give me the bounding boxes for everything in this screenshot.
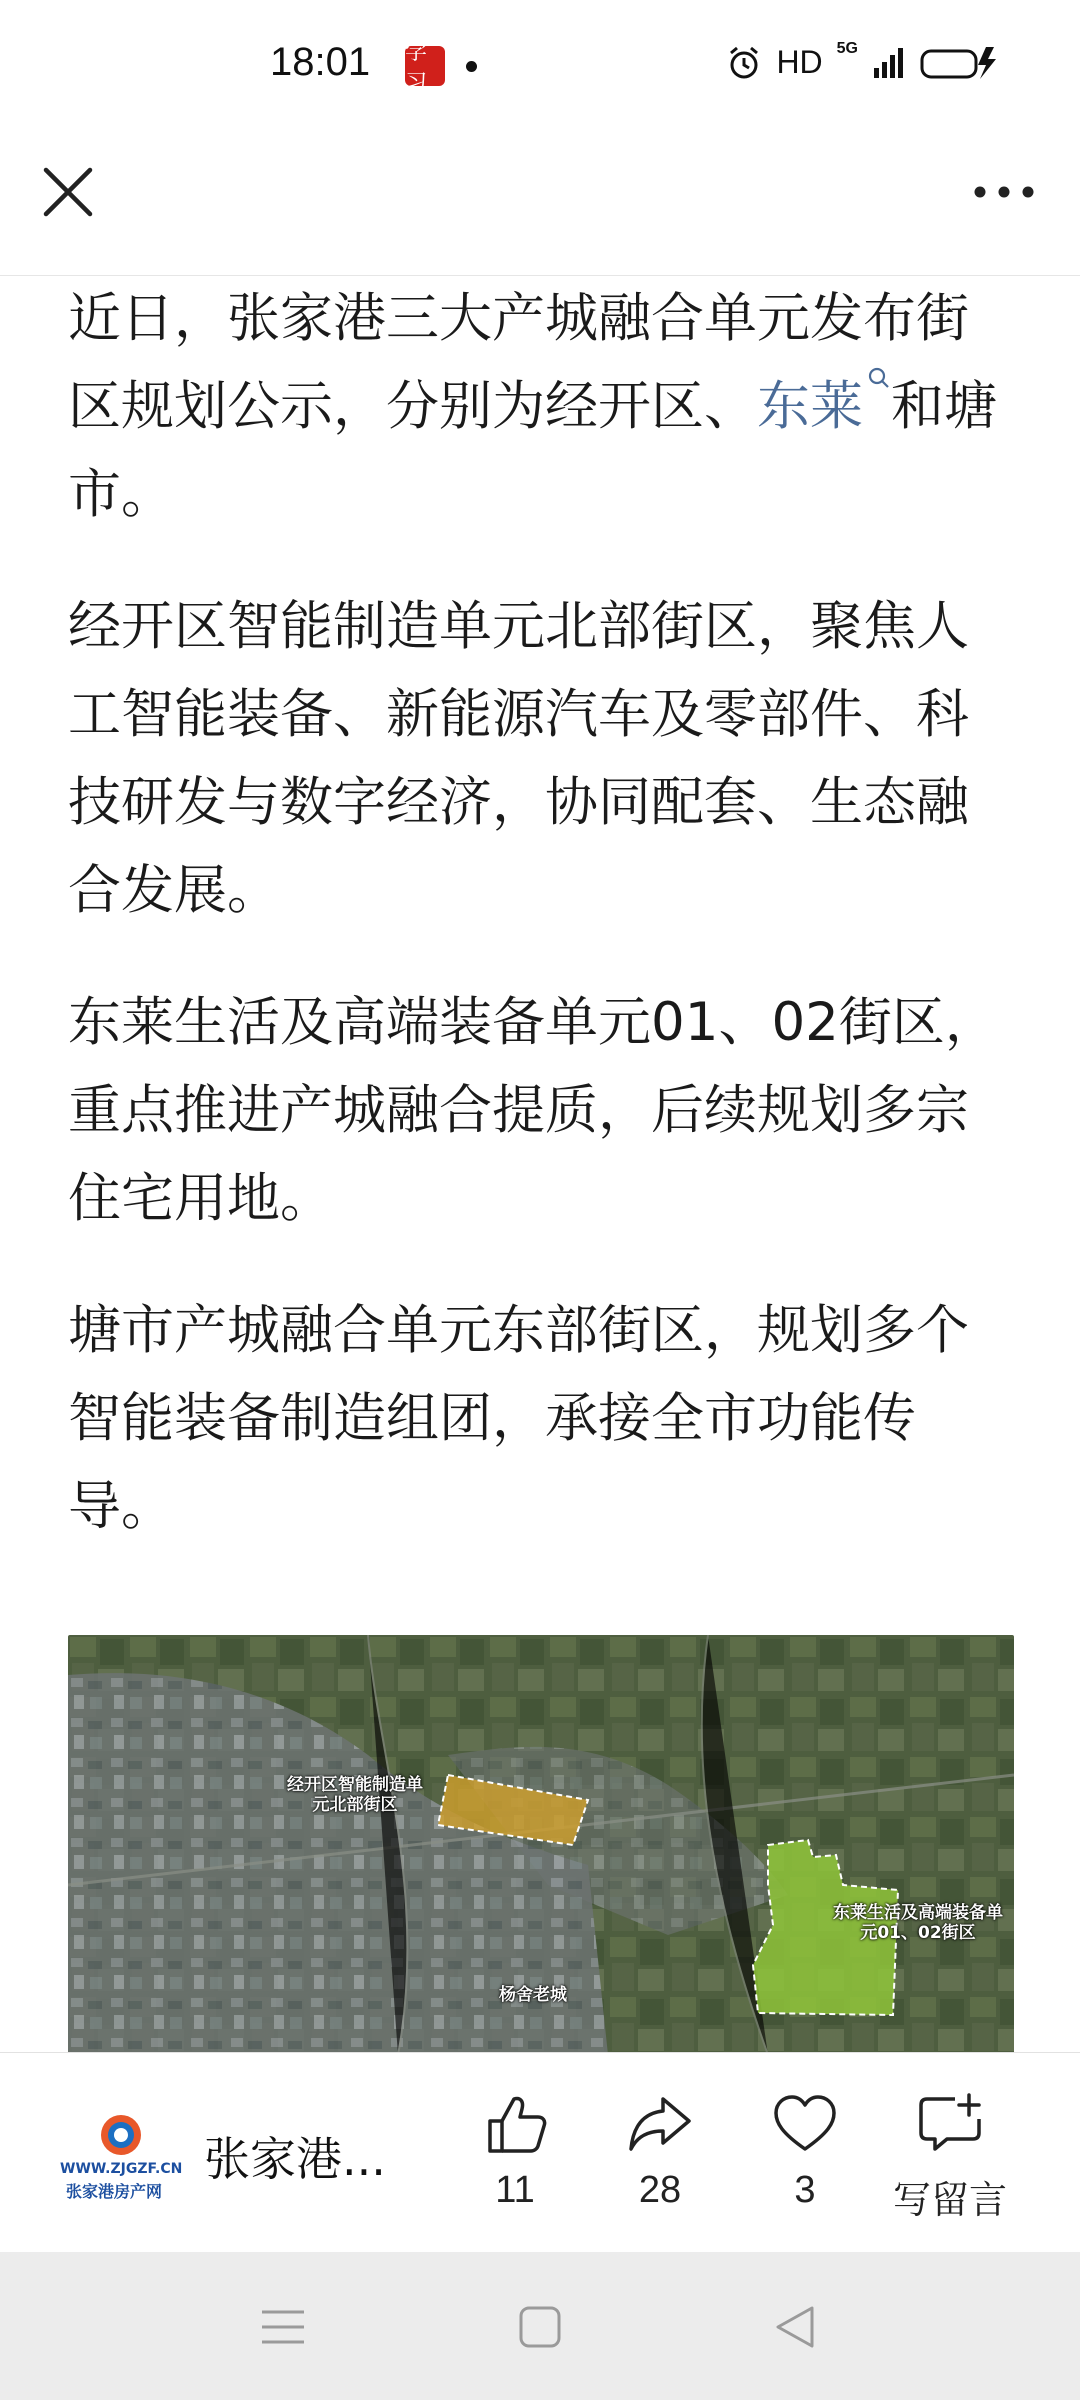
status-icons bbox=[726, 39, 1000, 81]
article-paragraph: 经开区智能制造单元北部街区，聚焦人工智能装备、新能源汽车及零部件、科技研发与数字经济，协同配套、生态融合发展。 bbox=[68, 596, 969, 921]
comment-icon bbox=[915, 2089, 985, 2159]
account-logo[interactable] bbox=[60, 2103, 183, 2213]
like-count: 11 bbox=[495, 2169, 535, 2211]
bottom-action-bar bbox=[0, 2052, 1080, 2253]
paragraph-text: 和塘市。 bbox=[68, 376, 997, 525]
network-type: 5G bbox=[836, 39, 858, 57]
app-badge-text: 学习 bbox=[405, 39, 428, 95]
share-button[interactable] bbox=[595, 2089, 725, 2212]
article-map-image[interactable] bbox=[68, 1635, 1014, 2055]
comment-label: 写留言 bbox=[892, 2178, 1007, 2222]
battery-icon bbox=[920, 45, 1000, 81]
heart-icon bbox=[770, 2089, 840, 2159]
map-label-oldtown: 杨舍老城 bbox=[499, 1985, 567, 2005]
logo-subtext: 张家港房产网 bbox=[66, 2182, 163, 2201]
map-label-donglai: 东莱生活及高端装备单元01、02街区 bbox=[833, 1903, 1003, 1943]
thumbs-up-icon bbox=[480, 2089, 550, 2159]
favorite-count: 3 bbox=[794, 2169, 816, 2211]
article-paragraph bbox=[68, 275, 1014, 539]
menu-icon[interactable] bbox=[258, 2302, 308, 2352]
keyword-link[interactable]: 东莱 bbox=[757, 376, 863, 437]
close-button[interactable] bbox=[36, 160, 100, 224]
comment-button[interactable] bbox=[885, 2089, 1015, 2224]
search-icon[interactable] bbox=[867, 366, 891, 390]
share-icon bbox=[625, 2089, 695, 2159]
account-name[interactable]: 张家港... bbox=[204, 2132, 386, 2186]
system-nav-bar bbox=[0, 2252, 1080, 2400]
status-time: 18:01 bbox=[270, 40, 371, 84]
article-paragraph: 东莱生活及高端装备单元01、02街区，重点推进产城融合提质，后续规划多宗住宅用地。 bbox=[68, 992, 998, 1229]
article-paragraph: 塘市产城融合单元东部街区，规划多个智能装备制造组团，承接全市功能传导。 bbox=[68, 1300, 969, 1537]
status-bar bbox=[0, 0, 1080, 130]
more-options-button[interactable] bbox=[964, 160, 1044, 224]
back-icon[interactable] bbox=[770, 2302, 820, 2352]
alarm-icon bbox=[726, 45, 762, 81]
close-icon bbox=[36, 160, 100, 224]
home-icon[interactable] bbox=[515, 2302, 565, 2352]
signal-icon bbox=[872, 46, 906, 80]
favorite-button[interactable] bbox=[740, 2089, 870, 2212]
share-count: 28 bbox=[638, 2169, 682, 2211]
logo-text: WWW.ZJGZF.CN bbox=[60, 2161, 183, 2177]
top-app-bar bbox=[0, 130, 1080, 276]
article-body bbox=[68, 275, 1014, 1595]
app-notification-icon bbox=[405, 39, 445, 95]
more-icon bbox=[964, 160, 1044, 224]
paragraph-text: 近日，张家港三大产城融合单元发布街区规划公示，分别为经开区、 bbox=[68, 288, 969, 437]
notification-dot bbox=[466, 61, 477, 72]
like-button[interactable] bbox=[450, 2089, 580, 2212]
hd-indicator: HD bbox=[776, 44, 823, 80]
map-label-north: 经开区智能制造单元北部街区 bbox=[287, 1775, 423, 1815]
